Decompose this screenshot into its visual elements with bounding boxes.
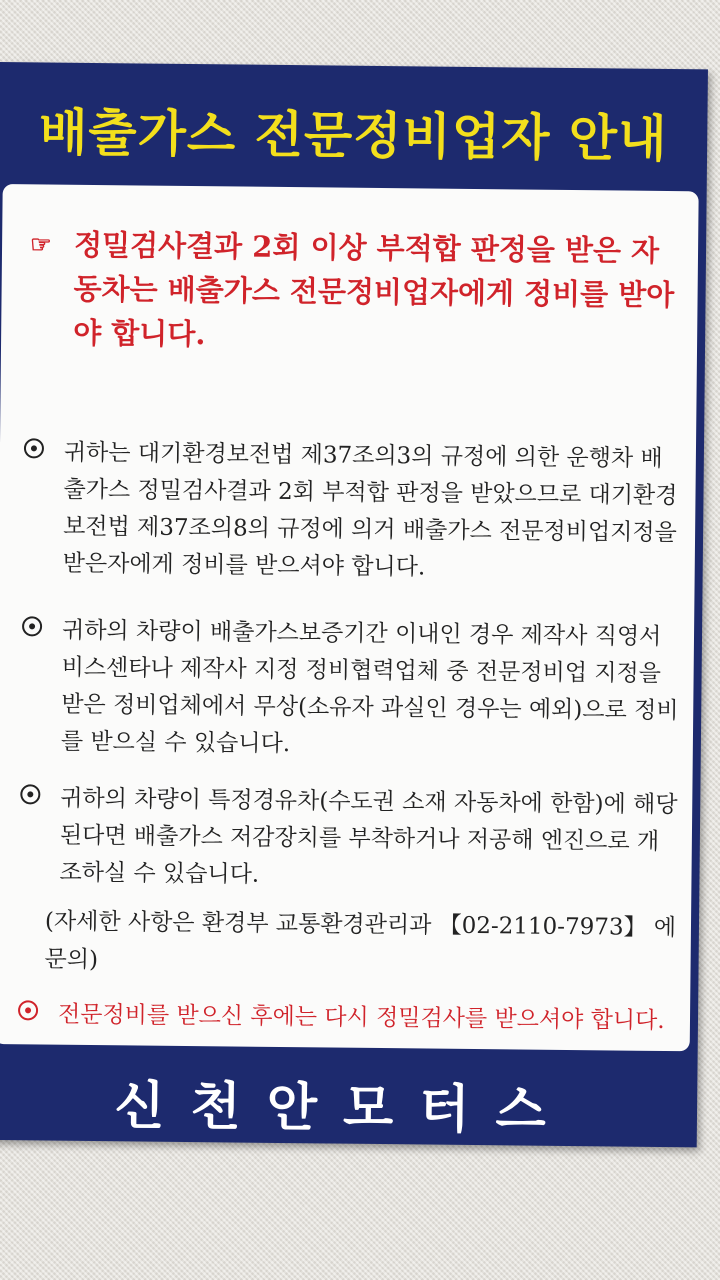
final-text: 전문정비를 받으신 후에는 다시 정밀검사를 받으셔야 합니다. <box>57 1001 665 1035</box>
pointing-hand-icon: ☞ <box>29 229 52 259</box>
notice-item-1 <box>23 434 685 589</box>
lead-text: 정밀검사결과 2회 이상 부적합 판정을 받은 자동차는 배출가스 전문정비업자에게 정비를 받아야 합니다. <box>72 227 675 352</box>
lead-notice <box>31 222 682 361</box>
circle-bullet-icon <box>22 616 42 636</box>
circle-bullet-icon <box>18 1000 38 1020</box>
notice-panel <box>0 184 699 1051</box>
notice-item-text: 귀하의 차량이 특정경유차(수도권 소재 자동차에 한함)에 해당된다면 배출가스 저감장치를 부착하거나 저공해 엔진으로 개조하실 수 있습니다. <box>59 785 678 888</box>
circle-bullet-icon <box>24 438 44 458</box>
circle-bullet-icon <box>20 784 40 804</box>
notice-item-text: 귀하는 대기환경보전법 제37조의3의 규정에 의한 운행차 배출가스 정밀검사결과 2회 부적합 판정을 받았으므로 대기환경보전법 제37조의8의 규정에 의거 배출가스 전문정비업지정을 받은자에게 정비를 받으셔야 합니다. <box>62 439 678 581</box>
notice-sign <box>0 62 708 1147</box>
notice-item-text: 귀하의 차량이 배출가스보증기간 이내인 경우 제작사 직영서비스센타나 제작사 지정 정비협력업체 중 전문정비업 지정을 받은 정비업체에서 무상(소유자 과실인 경우는 예외)으로 정비를 받으실 수 있습니다. <box>60 617 679 758</box>
sign-title: 배출가스 전문정비업자 안내 <box>38 103 668 168</box>
company-name: 신천안모터스 <box>114 1076 573 1142</box>
notice-item-2 <box>21 612 683 767</box>
notice-final <box>18 996 678 1040</box>
notice-item-3 <box>19 780 680 898</box>
contact-note: (자세한 사항은 환경부 교통환경관리과 【02-2110-7973】 에 문의) <box>44 908 677 974</box>
